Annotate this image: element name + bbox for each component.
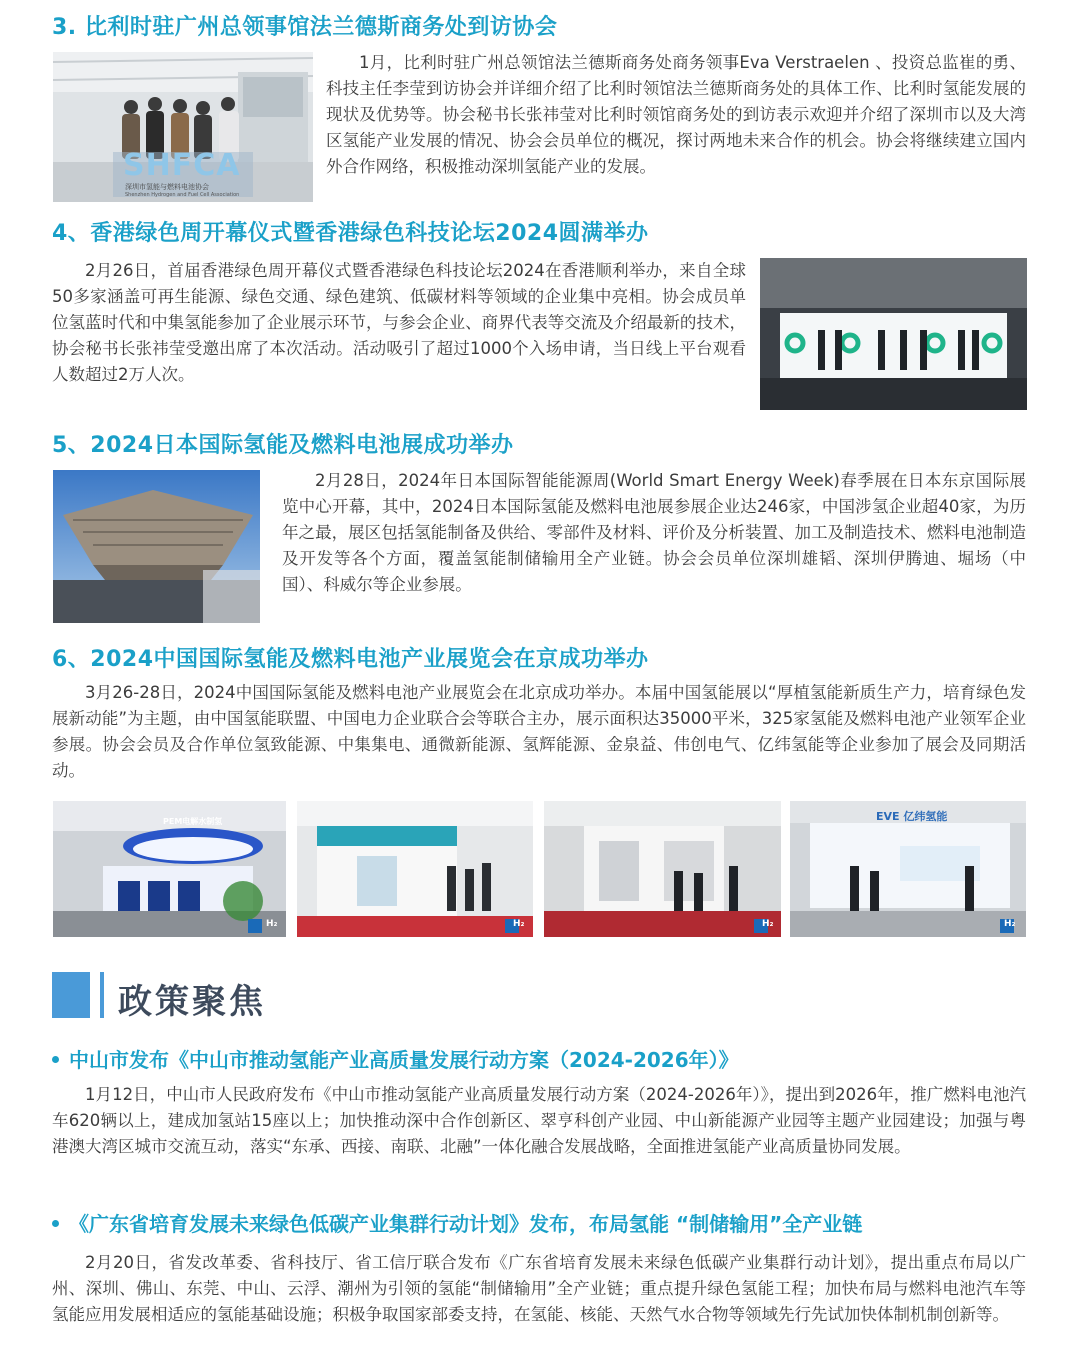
policy-item-1-title: 中山市发布《中山市推动氢能产业高质量发展行动方案（2024-2026年）》 bbox=[52, 1044, 739, 1073]
policy-section-title: 政策聚焦 bbox=[118, 982, 266, 1022]
h2-badge-2: H₂ bbox=[513, 919, 525, 929]
policy-item-2-body: 2月20日，省发改革委、省科技厅、省工信厅联合发布《广东省培育发展未来绿色低碳产业集群行动计划》，提出重点布局以广州、深圳、佛山、东莞、中山、云浮、潮州为引领的氢能“制储输用”全产业链；重点提升绿色氢能工程；加快布局与燃料电池汽车等氢能应用发展相适应的氢能基础设施；积极争取国家部委支持，在氢能、核能、天然气水合物等领域先行先试加快体制机制创新等。 bbox=[52, 1253, 1026, 1324]
item4-body: 2月26日，首届香港绿色周开幕仪式暨香港绿色科技论坛2024在香港顺利举办，来自全球50多家涵盖可再生能源、绿色交通、绿色建筑、低碳材料等领域的企业集中亮相。协会成员单位氢蓝时代和中集氢能参加了企业展示环节，与参会企业、商界代表等交流及介绍最新的技术，协会秘书长张祎莹受邀出席了本次活动。活动吸引了超过1000个入场申请，当日线上平台观看人数超过2万人次。 bbox=[52, 261, 746, 384]
policy-item-1-body: 1月12日，中山市人民政府发布《中山市推动氢能产业高质量发展行动方案（2024-2026年）》，提出到2026年，推广燃料电池汽车620辆以上，建成加氢站15座以上；加快推动深中合作创新区、翠亨科创产业园、中山新能源产业园等主题产业园建设；加强与粤港澳大湾区城市交流互动，落实“东承、西接、南联、北融”一体化融合发展战略，全面推进氢能产业高质量协同发展。 bbox=[52, 1085, 1026, 1156]
expo-booth-photo-3-icon bbox=[544, 801, 781, 937]
expo-photo-4 bbox=[790, 801, 1026, 937]
h2-badge-3: H₂ bbox=[762, 919, 774, 929]
bullet-dot-icon bbox=[52, 1056, 59, 1063]
h2-badge-1: H₂ bbox=[266, 919, 278, 929]
section-bar bbox=[52, 972, 90, 1018]
section-bar-thin bbox=[100, 972, 104, 1018]
shfca-logo: SHFCA bbox=[123, 148, 241, 183]
tokyo-big-sight-photo-icon bbox=[53, 470, 260, 623]
expo-sign-4: EVE 亿纬氢能 bbox=[876, 810, 948, 823]
expo-photo-2 bbox=[297, 801, 533, 937]
item3-body: 1月，比利时驻广州总领馆法兰德斯商务处商务领事Eva Verstraelen 、投资总监崔的勇、科技主任李莹到访协会并详细介绍了比利时领馆法兰德斯商务处的具体工作、比利时氢能发展的现状及优势等。协会秘书长张祎莹对比利时领馆商务处的到访表示欢迎并介绍了深圳市以及大湾区氢能产业发展的情况、协会会员单位的概况，探讨两地未来合作的机会。协会将继续建立国内外合作网络，积极推动深圳氢能产业的发展。 bbox=[326, 53, 1026, 176]
item5-title: 5、2024日本国际氢能及燃料电池展成功举办 bbox=[52, 433, 514, 458]
item5-body: 2月28日，2024年日本国际智能能源周(World Smart Energy Week)春季展在日本东京国际展览中心开幕，其中，2024日本国际氢能及燃料电池展参展企业达246家，中国涉氢企业超40家，为历年之最，展区包括氢能制备及供给、零部件及材料、评价及分析装置、加工及制造技术、燃料电池制造及开发等各个方面，覆盖氢能制储输用全产业链。协会会员单位深圳雄韬、深圳伊腾迪、堀场（中国）、科威尔等企业参展。 bbox=[282, 471, 1026, 594]
h2-badge-4: H₂ bbox=[1004, 919, 1016, 929]
photo-caption-cn: 深圳市氢能与燃料电池协会 bbox=[125, 183, 209, 191]
item3-title: 3. 比利时驻广州总领事馆法兰德斯商务处到访协会 bbox=[52, 15, 558, 40]
expo-sign-1: PEM电解水制氢 bbox=[163, 817, 223, 826]
item6-title: 6、2024中国国际氢能及燃料电池产业展览会在京成功举办 bbox=[52, 647, 649, 672]
expo-photo-1 bbox=[53, 801, 286, 937]
item4-photo bbox=[760, 258, 1027, 410]
expo-booth-photo-2-icon bbox=[297, 801, 533, 937]
stage-ceremony-photo-icon bbox=[760, 258, 1027, 410]
photo-caption-en: Shenzhen Hydrogen and Fuel Cell Association bbox=[125, 192, 240, 198]
bullet-dot-icon bbox=[52, 1220, 59, 1227]
item6-body: 3月26-28日，2024中国国际氢能及燃料电池产业展览会在北京成功举办。本届中国氢能展以“厚植氢能新质生产力，培育绿色发展新动能”为主题，由中国氢能联盟、中国电力企业联合会等联合主办，展示面积达35000平米，325家氢能及燃料电池产业领军企业参展。协会会员及合作单位氢致能源、中集集电、通微新能源、氢辉能源、金泉益、伟创电气、亿纬氢能等企业参加了展会及同期活动。 bbox=[52, 683, 1026, 780]
item5-photo bbox=[53, 470, 260, 623]
item3-photo bbox=[53, 52, 313, 202]
expo-photo-3 bbox=[544, 801, 781, 937]
policy-item-2-title: 《广东省培育发展未来绿色低碳产业集群行动计划》发布，布局氢能 “制储输用”全产业链 bbox=[52, 1208, 862, 1237]
item4-title: 4、香港绿色周开幕仪式暨香港绿色科技论坛2024圆满举办 bbox=[52, 221, 649, 246]
